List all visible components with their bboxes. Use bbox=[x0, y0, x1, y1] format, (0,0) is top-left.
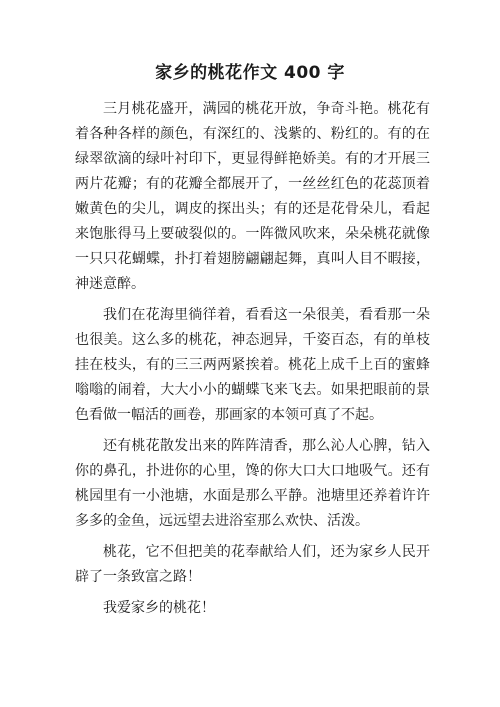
paragraph-1: 三月桃花盛开，满园的桃花开放，争奇斗艳。桃花有着各种各样的颜色，有深红的、浅紫的、粉红的。有的在绿翠欲滴的绿叶衬印下，更显得鲜艳娇美。有的才开展三两片花瓣；有的花瓣全都展开了，一丝丝红色的花蕊顶着嫩黄色的尖儿，调皮的探出头；有的还是花骨朵儿，看起来饱胀得马上要破裂似的。一阵微风吹来，朵朵桃花就像一只只花蝴蝶，扑打着翅膀翩翩起舞，真叫人目不暇接，神迷意醉。 bbox=[75, 101, 430, 292]
paragraph-5: 我爱家乡的桃花！ bbox=[103, 600, 215, 616]
paragraph-3: 还有桃花散发出来的阵阵清香，那么沁人心脾，钻入你的鼻孔，扑进你的心里，馋的你大口大口地吸气。还有桃园里有一小池塘，水面是那么平静。池塘里还养着许许多多的金鱼，远远望去进浴室那么欢快、活泼。 bbox=[75, 438, 430, 529]
document-body bbox=[75, 97, 430, 627]
paragraph-2: 我们在花海里徜徉着，看看这一朵很美，看看那一朵也很美。这么多的桃花，神态迥异，千姿百态，有的单枝挂在枝头，有的三三两两紧挨着。桃花上成千上百的蜜蜂嗡嗡的闹着，大大小小的蝴蝶飞来飞去。如果把眼前的景色看做一幅活的画卷，那画家的本领可真了不起。 bbox=[75, 307, 430, 423]
document-title: 家乡的桃花作文 400 字 bbox=[155, 63, 345, 83]
paragraph-4: 桃花，它不但把美的花奉献给人们，还为家乡人民开辟了一条致富之路！ bbox=[75, 544, 430, 585]
